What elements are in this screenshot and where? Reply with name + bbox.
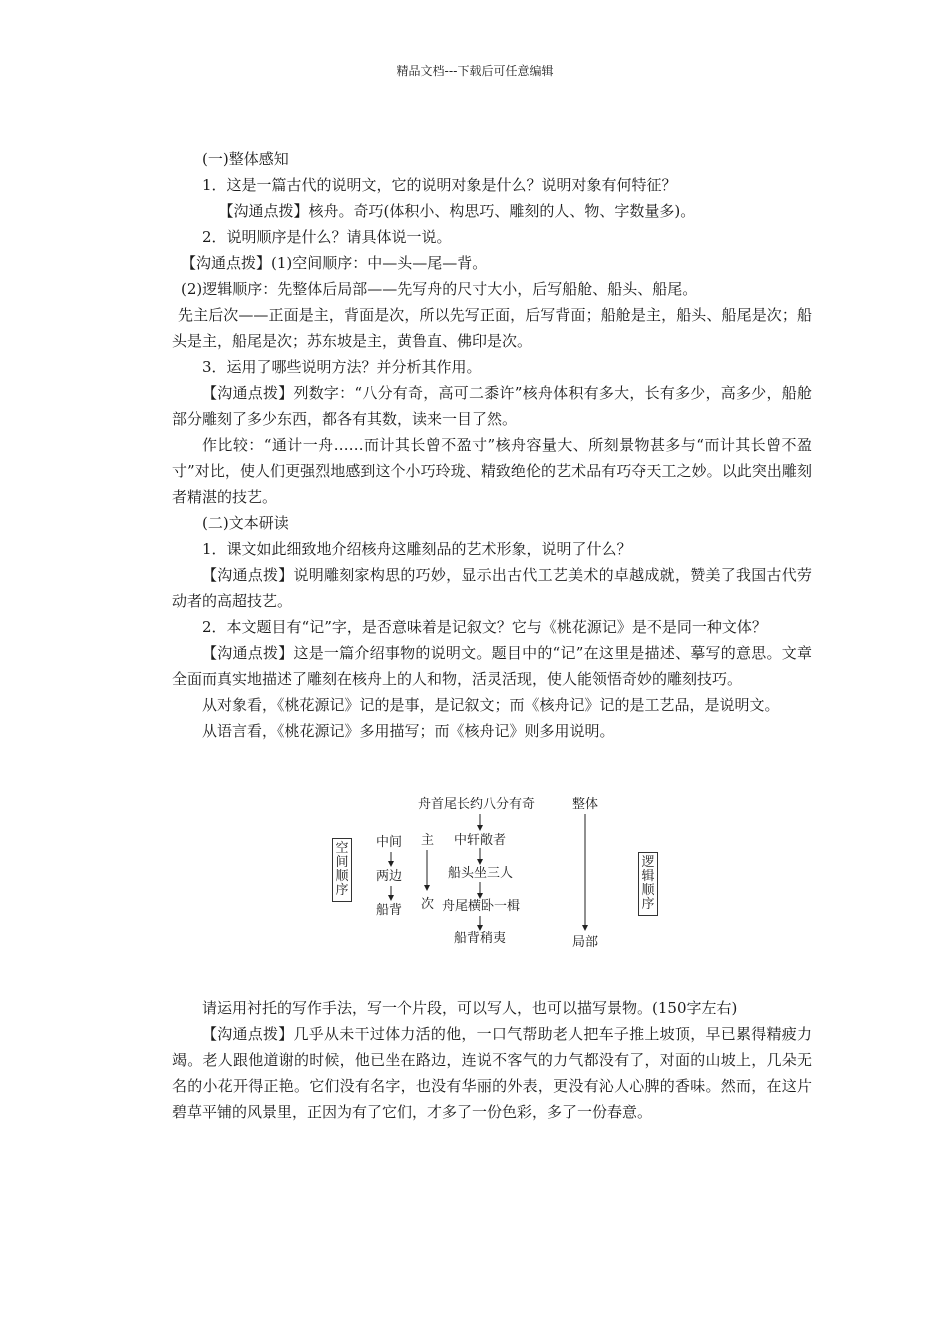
question: 2．说明顺序是什么？请具体说一说。 <box>202 228 452 246</box>
answer: 先主后次——正面是主，背面是次，所以先写正面，后写背面；船舱是主，船头、船尾是次；船头是主，船尾是次；苏东坡是主，黄鲁直、佛印是次。 <box>172 306 812 350</box>
question: 2．本文题目有“记”字，是否意味着是记叙文？它与《桃花源记》是不是同一种文体？ <box>202 618 767 636</box>
main-text <box>172 146 812 744</box>
answer: 从对象看，《桃花源记》记的是事，是记叙文；而《核舟记》记的是工艺品，是说明文。 <box>202 696 780 714</box>
question: 3．运用了哪些说明方法？并分析其作用。 <box>202 358 482 376</box>
section-heading: (一)整体感知 <box>202 150 289 168</box>
section-heading: (二)文本研读 <box>202 514 289 532</box>
question: 1．课文如此细致地介绍核舟这雕刻品的艺术形象，说明了什么？ <box>202 540 632 558</box>
question: 1．这是一篇古代的说明文，它的说明对象是什么？说明对象有何特征？ <box>202 176 677 194</box>
answer: 【沟通点拨】这是一篇介绍事物的说明文。题目中的“记”在这里是描述、摹写的意思。文章全面而真实地描述了雕刻在核舟上的人和物，活灵活现，使人能领悟奇妙的雕刻技巧。 <box>172 644 812 688</box>
writing-exercise <box>172 995 812 1125</box>
part-label: 局部 <box>572 935 599 950</box>
spatial-order-box: 空间顺序 <box>332 838 352 902</box>
exercise-prompt: 请运用衬托的写作手法，写一个片段，可以写人，也可以描写景物。(150字左右) <box>202 999 738 1017</box>
sequence-item: 船头坐三人 <box>448 866 514 881</box>
answer: 从语言看，《桃花源记》多用描写；而《核舟记》则多用说明。 <box>202 722 615 740</box>
structure-diagram <box>330 788 670 960</box>
answer: 作比较：“通计一舟……而计其长曾不盈寸”核舟容量大、所刻景物甚多与“而计其长曾不盈寸”对比，使人们更强烈地感到这个小巧玲珑、精致绝伦的艺术品有巧夺天工之妙。以此突出雕刻者精湛的技艺。 <box>172 436 812 506</box>
answer: 【沟通点拨】(1)空间顺序：中—头—尾—背。 <box>181 254 488 272</box>
page-header: 精品文档---下载后可任意编辑 <box>396 64 554 78</box>
spatial-label: 两边 <box>376 869 403 884</box>
main-label: 主 <box>421 833 435 848</box>
exercise-answer: 【沟通点拨】几乎从未干过体力活的他，一口气帮助老人把车子推上坡顶，早已累得精疲力竭。老人跟他道谢的时候，他已坐在路边，连说不客气的力气都没有了，对面的山坡上，几朵无名的小花开得正艳。它们没有名字，也没有华丽的外表，更没有沁人心脾的香味。然而，在这片碧草平铺的风景里，正因为有了它们，才多了一份色彩，多了一份春意。 <box>172 1025 812 1121</box>
sequence-item: 舟首尾长约八分有奇 <box>418 797 536 812</box>
answer: 【沟通点拨】说明雕刻家构思的巧妙，显示出古代工艺美术的卓越成就，赞美了我国古代劳动者的高超技艺。 <box>172 566 812 610</box>
sequence-item: 船背稍夷 <box>454 931 507 946</box>
spatial-label: 中间 <box>376 835 403 850</box>
answer: 【沟通点拨】列数字：“八分有奇，高可二黍许”核舟体积有多大，长有多少，高多少，船舱部分雕刻了多少东西，都各有其数，读来一目了然。 <box>172 384 812 428</box>
sequence-item: 舟尾横卧一楫 <box>442 899 521 914</box>
spatial-label: 船背 <box>376 903 403 918</box>
answer: 【沟通点拨】核舟。奇巧(体积小、构思巧、雕刻的人、物、字数量多)。 <box>218 202 696 220</box>
secondary-label: 次 <box>421 897 435 912</box>
whole-label: 整体 <box>572 797 599 812</box>
sequence-item: 中轩敞者 <box>454 833 507 848</box>
answer: (2)逻辑顺序：先整体后局部——先写舟的尺寸大小，后写船舱、船头、船尾。 <box>181 280 698 298</box>
logical-order-box: 逻辑顺序 <box>638 852 658 916</box>
